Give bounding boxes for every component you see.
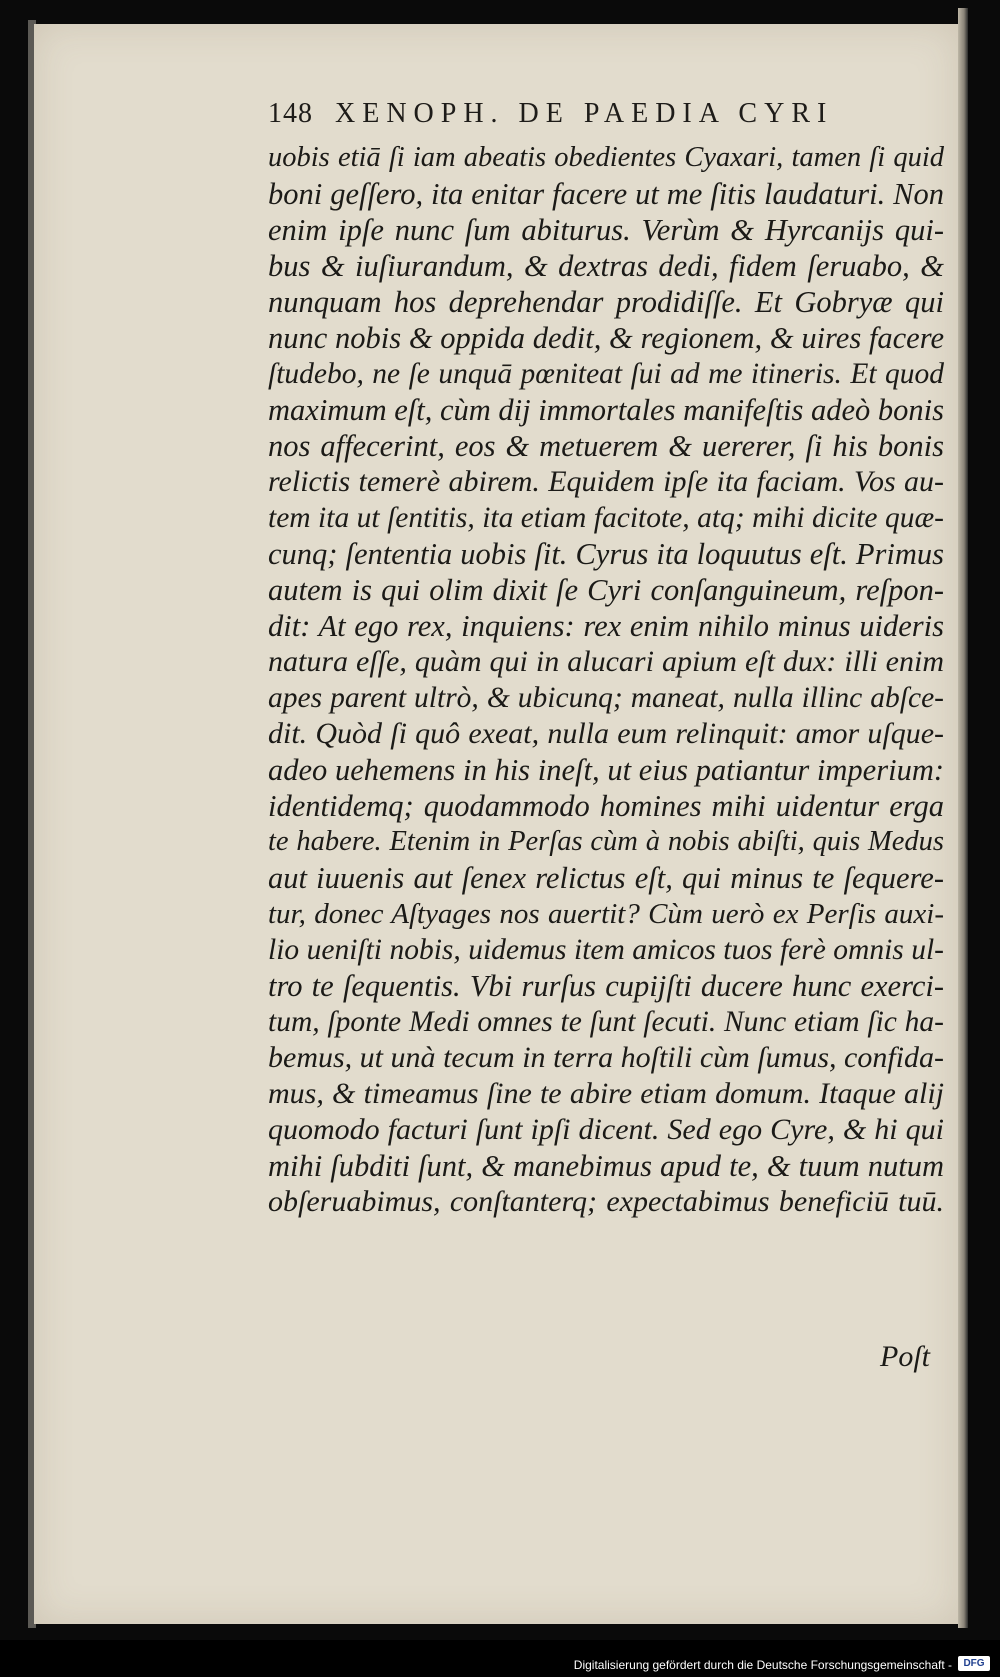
text-line: relictis temerè abirem. Equidem ipſe ita faciam. Vos au- bbox=[268, 465, 944, 498]
text-line: cunq; ſententia uobis ſit. Cyrus ita loquutus eſt. Primus bbox=[268, 537, 944, 571]
text-line: dit. Quòd ſi quô exeat, nulla eum relinquit: amor uſque- bbox=[268, 717, 944, 750]
text-line: tum, ſponte Medi omnes te ſunt ſecuti. Nunc etiam ſic ha- bbox=[268, 1006, 944, 1038]
text-line: mihi ſubditi ſunt, & manebimus apud te, & tuum nutum bbox=[268, 1149, 944, 1183]
text-line: tro te ſequentis. Vbi rurſus cupijſti ducere hunc exerci- bbox=[268, 969, 944, 1003]
catchword: Poſt bbox=[880, 1340, 930, 1373]
text-line: obſeruabimus, conſtanterq; expectabimus beneficiū tuū. bbox=[268, 1185, 944, 1218]
running-title: XENOPH. DE PAEDIA CYRI bbox=[335, 98, 834, 129]
text-line: tur, donec Aſtyages nos auertit? Cùm uerò ex Perſis auxi- bbox=[268, 898, 944, 930]
text-line: te habere. Etenim in Perſas cùm à nobis abiſti, quis Medus bbox=[268, 826, 944, 857]
funding-credit: Digitalisierung gefördert durch die Deutsche Forschungsgemeinschaft - bbox=[573, 1658, 952, 1672]
text-line: mus, & timeamus ſine te abire etiam domum. Itaque alij bbox=[268, 1077, 944, 1110]
text-line: lio ueniſti nobis, uidemus item amicos tuos ferè omnis ul- bbox=[268, 934, 944, 966]
dfg-logo-icon: DFG bbox=[958, 1656, 990, 1671]
text-line: nos affecerint, eos & metuerem & uererer, ſi his bonis bbox=[268, 429, 944, 463]
running-head bbox=[268, 98, 908, 138]
text-line: maximum eſt, cùm dij immortales manifeſtis adeò bonis bbox=[268, 393, 945, 427]
body-text bbox=[268, 140, 944, 1220]
text-line: bus & iuſiurandum, & dextras dedi, fidem ſeruabo, & bbox=[268, 249, 944, 283]
page-number: 148 bbox=[268, 98, 313, 129]
text-line: boni geſſero, ita enitar facere ut me ſitis laudaturi. Non bbox=[268, 177, 944, 211]
text-line: natura eſſe, quàm qui in alucari apium eſt dux: illi enim bbox=[268, 645, 944, 678]
text-line: autem is qui olim dixit ſe Cyri conſanguineum, reſpon- bbox=[268, 573, 944, 607]
text-line: uobis etiā ſi iam abeatis obedientes Cyaxari, tamen ſi quid bbox=[268, 142, 944, 173]
text-line: nunquam hos deprehendar prodidiſſe. Et Gobryæ qui bbox=[268, 285, 944, 319]
text-line: aut iuuenis aut ſenex relictus eſt, qui minus te ſequere- bbox=[268, 861, 944, 895]
text-line: dit: At ego rex, inquiens: rex enim nihilo minus uideris bbox=[268, 609, 944, 643]
text-line: tem ita ut ſentitis, ita etiam facitote, atq; mihi dicite quæ- bbox=[268, 502, 944, 534]
text-line: quomodo facturi ſunt ipſi dicent. Sed ego Cyre, & hi qui bbox=[268, 1113, 944, 1146]
text-line: identidemq; quodammodo homines mihi uidentur erga bbox=[268, 789, 944, 823]
text-line: enim ipſe nunc ſum abiturus. Verùm & Hyrcanijs qui- bbox=[268, 213, 944, 247]
text-line: apes parent ultrò, & ubicunq; maneat, nulla illinc abſce- bbox=[268, 682, 944, 714]
text-line: adeo uehemens in his ineſt, ut eius patiantur imperium: bbox=[268, 753, 944, 787]
text-line: bemus, ut unà tecum in terra hoſtili cùm ſumus, confida- bbox=[268, 1041, 944, 1074]
text-line: nunc nobis & oppida dedit, & regionem, & uires facere bbox=[268, 321, 944, 355]
page-edge bbox=[958, 8, 968, 1628]
text-line: ſtudebo, ne ſe unquā pœniteat ſui ad me itineris. Et quod bbox=[268, 358, 944, 390]
